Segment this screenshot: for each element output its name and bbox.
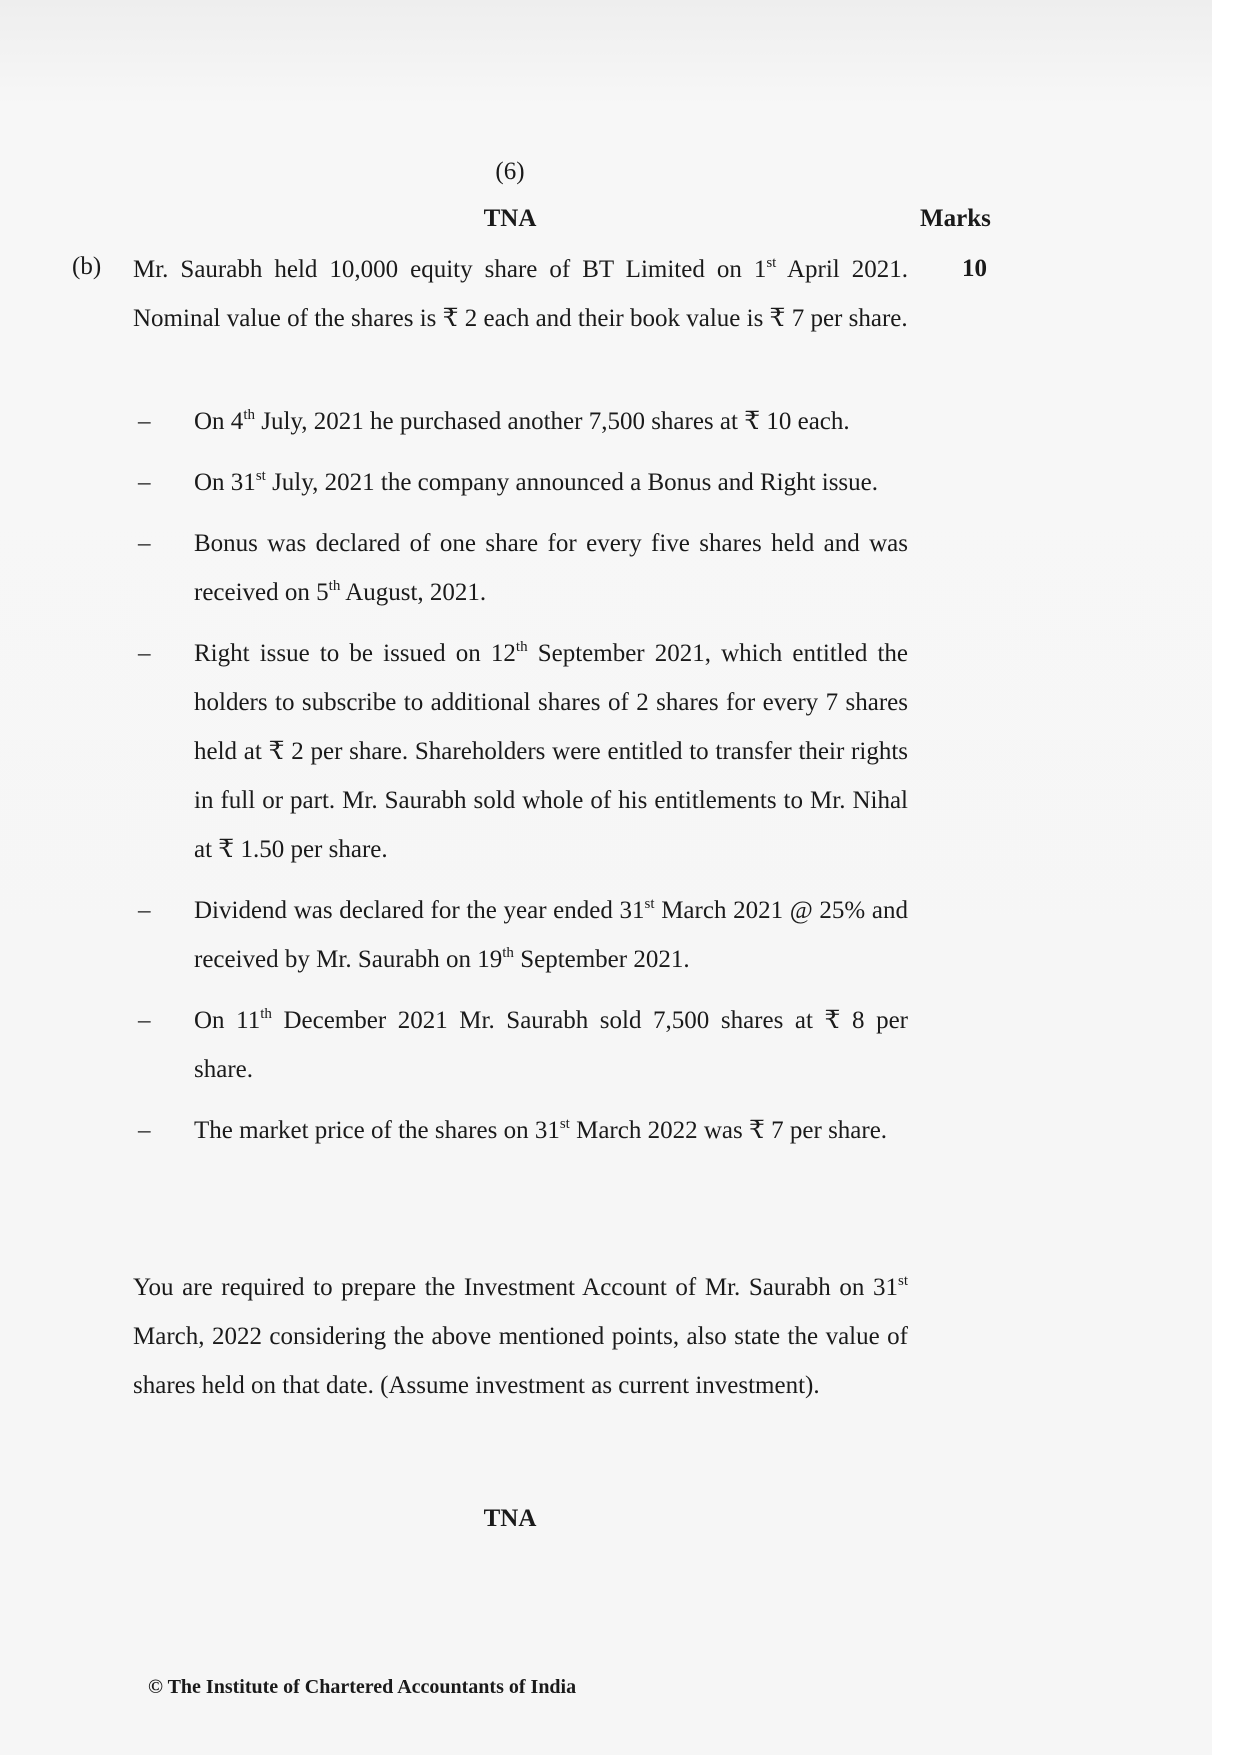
dash-bullet: – [138, 1117, 151, 1144]
intro-text-b: April 2021. Nominal value of the shares is ₹ 2 each and their book value is ₹ 7 per share. [133, 256, 908, 332]
facts-list [133, 397, 908, 1167]
item-text: Right issue to be issued on 12 [194, 640, 516, 667]
list-item [133, 519, 908, 617]
item-sup: th [502, 945, 514, 961]
item-text: The market price of the shares on 31 [194, 1117, 560, 1144]
dash-bullet: – [138, 897, 151, 924]
dash-bullet: – [138, 530, 151, 557]
item-sup: th [328, 578, 341, 594]
intro-text-a: Mr. Saurabh held 10,000 equity share of BT Limited on 1 [133, 256, 767, 283]
item-sup: st [559, 1116, 570, 1132]
item-sup: st [255, 468, 266, 484]
tna-footer: TNA [483, 1505, 537, 1532]
item-sup: st [644, 896, 655, 912]
list-item [133, 397, 908, 446]
question-intro [133, 245, 908, 343]
item-text: March 2022 was ₹ 7 per share. [569, 1117, 888, 1144]
item-sup: th [260, 1006, 272, 1022]
item-text: August, 2021. [340, 579, 487, 606]
item-text: On 31 [194, 469, 256, 496]
item-text: On 4 [194, 408, 244, 435]
requirement-text-a: You are required to prepare the Investment Account of Mr. Saurabh on 31 [133, 1274, 898, 1301]
item-text: December 2021 Mr. Saurabh sold 7,500 shares at ₹ 8 per share. [194, 1007, 908, 1083]
list-item [133, 1106, 908, 1155]
page-number: (6) [495, 158, 525, 185]
item-text: September 2021, which entitled the holders to subscribe to additional shares of 2 shares for every 7 shares held at ₹ 2 per share. Shareholders were entitled to transfer their rights in full or part. Mr. Saurabh sold whole of his entitlements to Mr. Nihal at ₹ 1.50 per share. [194, 640, 909, 863]
question-label: (b) [72, 253, 102, 280]
list-item [133, 458, 908, 507]
dash-bullet: – [138, 640, 151, 667]
dash-bullet: – [138, 1007, 151, 1034]
copyright-footer: © The Institute of Chartered Accountants of India [148, 1676, 577, 1698]
item-text: March 2021 @ 25% and received by Mr. Saurabh on 19 [194, 897, 908, 973]
question-marks: 10 [962, 255, 987, 282]
item-text: Bonus was declared of one share for every five shares held and was received on 5 [194, 530, 908, 606]
intro-sup: st [766, 255, 777, 271]
dash-bullet: – [138, 469, 151, 496]
item-text: Dividend was declared for the year ended 31 [194, 897, 645, 924]
marks-heading: Marks [920, 205, 991, 232]
list-item [133, 996, 908, 1094]
item-sup: th [243, 407, 255, 423]
item-sup: th [515, 639, 528, 655]
item-text: July, 2021 he purchased another 7,500 shares at ₹ 10 each. [254, 408, 850, 435]
list-item [133, 629, 908, 874]
list-item [133, 886, 908, 984]
tna-header: TNA [483, 205, 537, 232]
page-edge [1212, 0, 1242, 1755]
question-requirement [133, 1263, 908, 1410]
item-text: On 11 [194, 1007, 261, 1034]
dash-bullet: – [138, 408, 151, 435]
item-text: September 2021. [513, 946, 690, 973]
item-text: July, 2021 the company announced a Bonus and Right issue. [265, 469, 879, 496]
requirement-sup: st [897, 1273, 908, 1289]
requirement-text-b: March, 2022 considering the above mentioned points, also state the value of shares held on that date. (Assume investment as current investment). [133, 1323, 908, 1399]
